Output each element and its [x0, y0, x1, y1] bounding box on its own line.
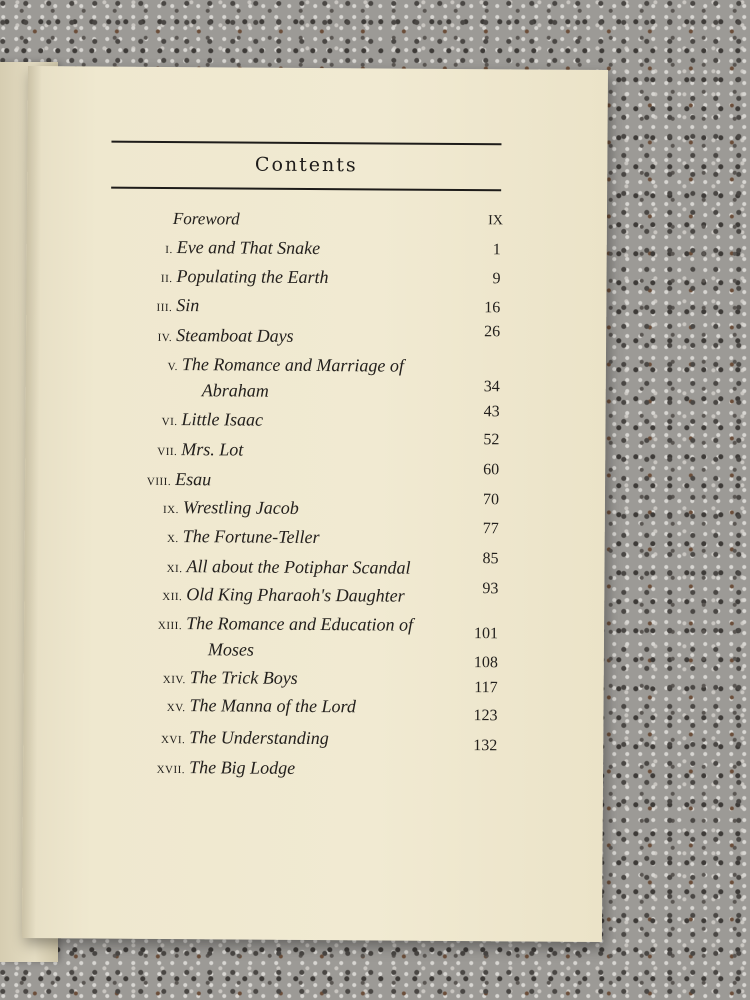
entry-page-number: 108 [473, 654, 498, 672]
chapter-numeral: VI. [161, 415, 178, 429]
toc-entry [24, 694, 604, 725]
toc-entry [23, 726, 603, 755]
entry-title: Steamboat Days [176, 325, 294, 346]
entry-page-number: 52 [483, 431, 500, 449]
entry-title: Esau [175, 469, 212, 490]
entry-title: Old King Pharaoh's Daughter [186, 584, 405, 606]
entry-page-number: 26 [484, 323, 501, 341]
chapter-numeral: V. [167, 360, 178, 374]
entry-page-number: 93 [482, 580, 499, 598]
entry-title: Eve and That Snake [176, 237, 321, 259]
entry-title-continuation: Moses [207, 639, 255, 660]
entry-page-number: 77 [482, 520, 499, 538]
entry-title-continuation: Abraham [201, 380, 269, 401]
toc-entry [26, 294, 606, 317]
contents-heading: Contents [254, 153, 358, 177]
chapter-numeral: XVII. [156, 763, 186, 777]
chapter-numeral: XII. [162, 590, 183, 604]
chapter-numeral: I. [165, 243, 173, 257]
table-of-contents [22, 66, 608, 942]
toc-entry [25, 550, 605, 578]
entry-page-number: 60 [483, 461, 500, 479]
chapter-numeral: XI. [166, 562, 183, 576]
chapter-numeral: IX. [163, 503, 179, 517]
entry-page-number: 132 [473, 737, 498, 755]
toc-entry [24, 580, 604, 606]
entry-title: Sin [176, 295, 200, 316]
chapter-numeral: X. [166, 532, 179, 546]
toc-entry [25, 431, 605, 460]
entry-page-number: 123 [473, 707, 498, 725]
toc-entry [26, 403, 606, 430]
entry-title: The Trick Boys [189, 667, 298, 688]
toc-entry [27, 236, 607, 259]
entry-page-number: 34 [483, 378, 500, 396]
entry-title: Mrs. Lot [181, 439, 244, 460]
entry-title: The Manna of the Lord [189, 695, 356, 717]
entry-title: The Understanding [189, 727, 329, 749]
entry-title: The Fortune-Teller [182, 526, 320, 548]
entry-title: The Romance and Marriage of [181, 354, 404, 376]
entry-title: The Romance and Education of [186, 613, 414, 635]
toc-entry [24, 651, 604, 672]
entry-title: Wrestling Jacob [182, 497, 299, 518]
contents-page [22, 66, 608, 942]
toc-entry [26, 353, 606, 401]
entry-page-number: 101 [473, 625, 499, 643]
chapter-numeral: VIII. [146, 475, 172, 489]
toc-entry [25, 461, 605, 490]
entry-page-number: 9 [492, 270, 501, 288]
entry-page-number: 43 [483, 403, 500, 421]
entry-page-number: 117 [474, 679, 498, 697]
entry-title: Little Isaac [181, 409, 264, 430]
entry-title: Populating the Earth [176, 266, 329, 288]
chapter-numeral: XIV. [162, 673, 186, 687]
toc-entry [24, 612, 604, 660]
chapter-numeral: XV. [166, 701, 186, 715]
toc-entry [24, 666, 604, 697]
entry-page-number: 70 [482, 491, 500, 509]
toc-entry [25, 491, 605, 518]
chapter-numeral: VII. [157, 445, 178, 459]
entry-title: Foreword [172, 209, 240, 229]
entry-title: All about the Potiphar Scandal [186, 556, 411, 578]
chapter-numeral: XVI. [160, 733, 186, 747]
toc-entry-foreword [27, 208, 607, 229]
entry-page-number: 16 [484, 299, 501, 317]
chapter-numeral: XIII. [157, 619, 183, 633]
toc-entry [27, 265, 607, 288]
entry-title: The Big Lodge [189, 757, 296, 778]
toc-entry [26, 323, 606, 346]
chapter-numeral: III. [156, 301, 173, 315]
entry-page-number: IX [488, 213, 503, 229]
entry-page-number: 1 [492, 241, 501, 259]
entry-page-number: 85 [482, 550, 499, 568]
chapter-numeral: IV. [157, 331, 173, 345]
toc-entry [25, 520, 605, 548]
toc-entry [23, 756, 603, 778]
chapter-numeral: II. [160, 272, 173, 286]
